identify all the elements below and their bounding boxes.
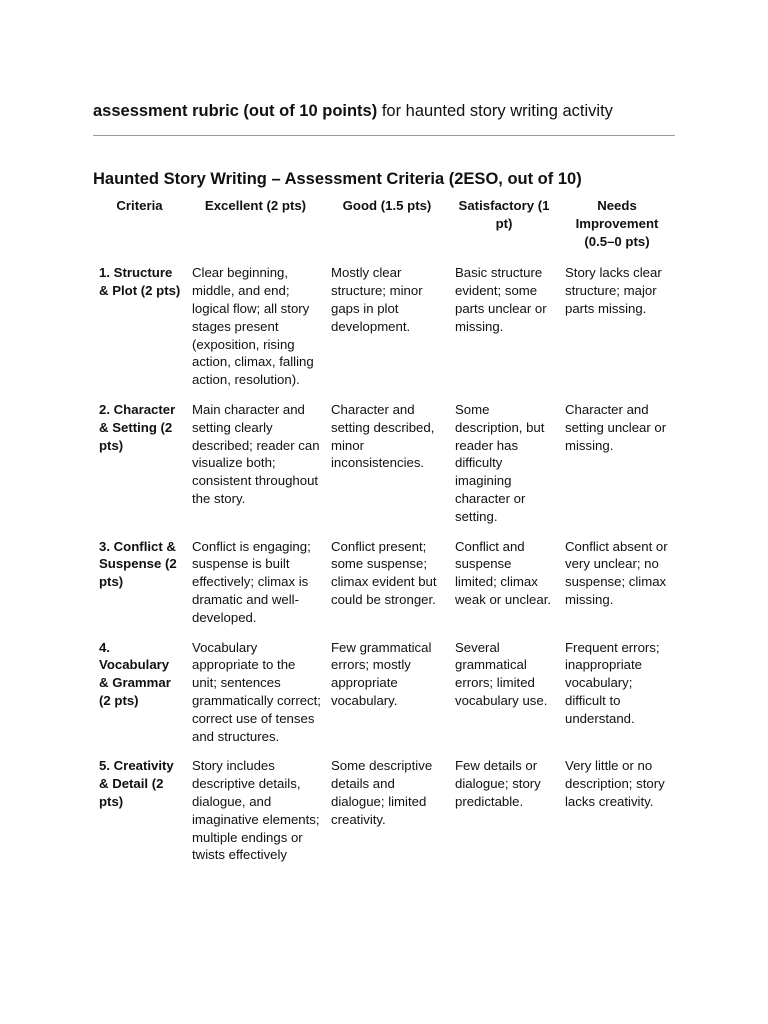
needs-improvement-cell: Very little or no description; story lacks creativity. <box>565 758 665 809</box>
satisfactory-cell: Basic structure evident; some parts unclear or missing. <box>455 265 547 334</box>
rubric-header <box>93 194 675 264</box>
document-title <box>93 100 693 122</box>
criteria-cell: 3. Conflict & Suspense (2 pts) <box>99 538 177 590</box>
section-title: Haunted Story Writing – Assessment Criteria (2ESO, out of 10) <box>93 170 582 188</box>
excellent-cell: Clear beginning, middle, and end; logical flow; all story stages present (exposition, rising action, climax, falling action, resolution). <box>192 265 314 388</box>
table-row <box>93 264 675 401</box>
good-cell: Mostly clear structure; minor gaps in plot development. <box>331 265 423 334</box>
horizontal-divider <box>93 135 675 136</box>
document-title-rest: for haunted story writing activity <box>377 102 613 120</box>
header-needs-improvement: Needs Improvement (0.5–0 pts) <box>575 198 659 249</box>
satisfactory-cell: Some description, but reader has difficulty imagining character or setting. <box>455 401 545 524</box>
rubric-table <box>93 194 675 876</box>
criteria-cell: 1. Structure & Plot (2 pts) <box>99 265 181 299</box>
document-title-bold: assessment rubric (out of 10 points) <box>93 102 378 120</box>
header-good: Good (1.5 pts) <box>342 198 432 213</box>
criteria-cell: 5. Creativity & Detail (2 pts) <box>99 758 174 809</box>
satisfactory-cell: Several grammatical errors; limited vocabulary use. <box>455 639 548 708</box>
excellent-cell: Main character and setting clearly described; reader can visualize both; consistent throughout the story. <box>192 401 320 506</box>
table-row <box>93 538 675 639</box>
needs-improvement-cell: Conflict absent or very unclear; no suspense; climax missing. <box>565 538 668 607</box>
satisfactory-cell: Few details or dialogue; story predictable. <box>455 758 541 809</box>
needs-improvement-cell: Story lacks clear structure; major parts missing. <box>565 265 662 316</box>
excellent-cell: Story includes descriptive details, dialogue, and imaginative elements; multiple endings or twists effectively <box>192 758 320 863</box>
excellent-cell: Vocabulary appropriate to the unit; sentences grammatically correct; correct use of tenses and structures. <box>192 639 321 744</box>
good-cell: Few grammatical errors; mostly appropriate vocabulary. <box>331 639 432 708</box>
table-row <box>93 639 675 758</box>
good-cell: Character and setting described, minor inconsistencies. <box>331 401 435 471</box>
needs-improvement-cell: Frequent errors; inappropriate vocabulary; difficult to understand. <box>565 639 660 726</box>
rubric-body <box>93 264 675 876</box>
needs-improvement-cell: Character and setting unclear or missing. <box>565 401 667 453</box>
excellent-cell: Conflict is engaging; suspense is built effectively; climax is dramatic and well-developed. <box>192 538 311 625</box>
good-cell: Some descriptive details and dialogue; limited creativity. <box>331 758 433 827</box>
criteria-cell: 4. Vocabulary & Grammar (2 pts) <box>99 639 171 708</box>
table-row <box>93 757 675 876</box>
good-cell: Conflict present; some suspense; climax evident but could be stronger. <box>331 538 437 607</box>
header-criteria: Criteria <box>116 198 163 213</box>
table-header-row <box>93 194 675 264</box>
header-excellent: Excellent (2 pts) <box>204 198 307 213</box>
table-row <box>93 401 675 538</box>
header-satisfactory: Satisfactory (1 pt) <box>458 198 550 231</box>
criteria-cell: 2. Character & Setting (2 pts) <box>99 401 176 453</box>
satisfactory-cell: Conflict and suspense limited; climax weak or unclear. <box>455 538 552 607</box>
